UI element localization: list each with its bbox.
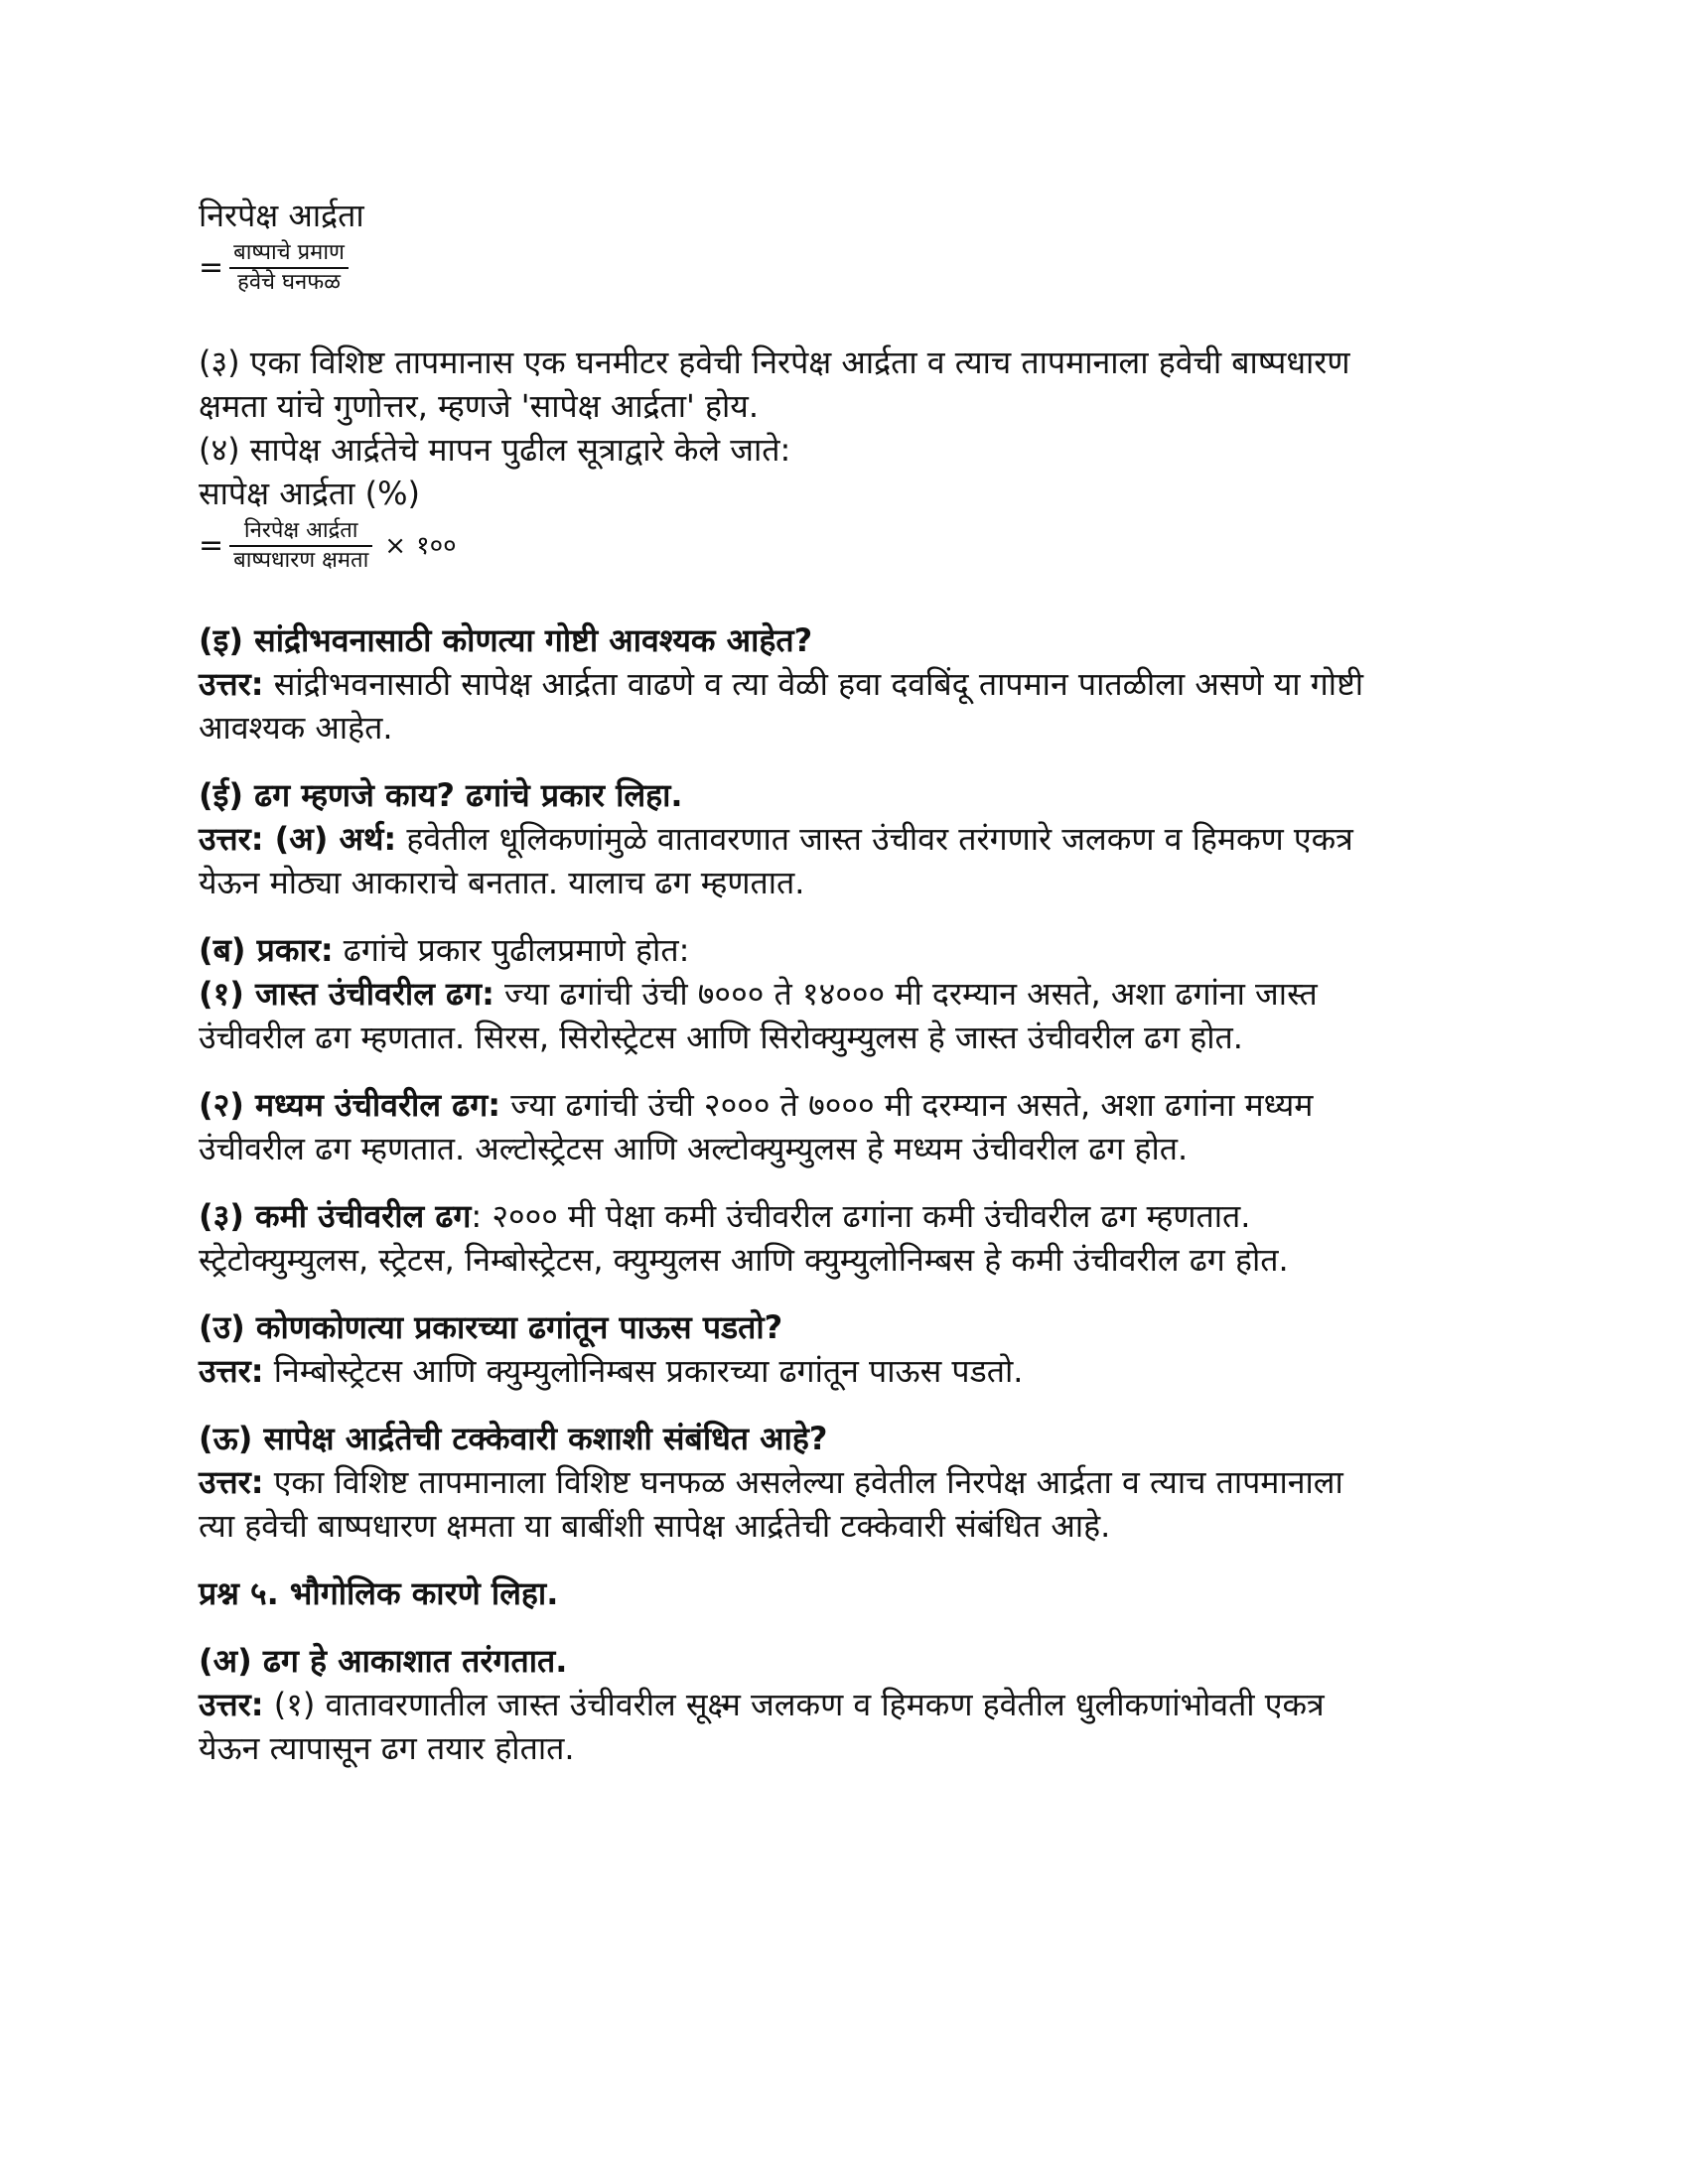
- point3-line2: क्षमता यांचे गुणोत्तर, म्हणजे 'सापेक्ष आर्द्रता' होय.: [199, 387, 760, 425]
- spacer: [199, 1170, 1489, 1194]
- formula1-numerator: बाष्पाचे प्रमाण: [233, 240, 345, 265]
- answer-iv-line1: [199, 1460, 1489, 1504]
- spacer: [199, 1393, 1489, 1417]
- question-iv: (ऊ) सापेक्ष आर्द्रतेची टक्केवारी कशाशी संबंधित आहे?: [199, 1420, 828, 1457]
- type1-line1: [199, 972, 1489, 1016]
- section-heading: प्रश्न ५. भौगोलिक कारणे लिहा.: [199, 1574, 559, 1612]
- type3-line2: स्ट्रेटोक्युम्युलस, स्ट्रेटस, निम्बोस्ट्रेटस, क्युम्युलस आणि क्युम्युलोनिम्बस हे कमी उंचीवरील ढग होत.: [199, 1241, 1289, 1279]
- types-label: (ब) प्रकार:: [199, 931, 334, 969]
- answer-label: उत्तर:: [199, 1463, 264, 1501]
- answer-text: सांद्रीभवनासाठी सापेक्ष आर्द्रता वाढणे व त्या वेळी हवा दवबिंदू तापमान पातळीला असणे या गोष्टी: [263, 665, 1364, 703]
- types-intro-text: ढगांचे प्रकार पुढीलप्रमाणे होत:: [333, 931, 690, 969]
- type3-text: : २००० मी पेक्षा कमी उंचीवरील ढगांना कमी उंचीवरील ढग म्हणतात.: [471, 1197, 1251, 1235]
- type1-label: (१) जास्त उंचीवरील ढग:: [199, 975, 494, 1013]
- answer-iii: [199, 1349, 1489, 1393]
- answer-text: (१) वातावरणातील जास्त उंचीवरील सूक्ष्म जलकण व हिमकण हवेतील धुलीकणांभोवती एकत्र: [263, 1686, 1325, 1723]
- document-page: [199, 194, 1489, 1770]
- formula2: [199, 517, 1489, 575]
- formula2-equals: =: [199, 528, 224, 563]
- formula1-label: निरपेक्ष आर्द्रता: [199, 197, 364, 234]
- formula2-denominator: बाष्पधारण क्षमता: [233, 548, 369, 573]
- answer-label: उत्तर:: [199, 1686, 264, 1723]
- type2-line1: [199, 1083, 1489, 1127]
- spacer: [199, 1615, 1489, 1639]
- type1-text: ज्या ढगांची उंची ७००० ते १४००० मी दरम्यान असते, अशा ढगांना जास्त: [493, 975, 1318, 1013]
- question-iii: (उ) कोणकोणत्या प्रकारच्या ढगांतून पाऊस पडतो?: [199, 1308, 783, 1346]
- answer-5a-line2: येऊन त्यापासून ढग तयार होतात.: [199, 1729, 575, 1767]
- type2-label: (२) मध्यम उंचीवरील ढग:: [199, 1086, 501, 1124]
- formula1-denominator: हवेचे घनफळ: [237, 270, 341, 295]
- spacer: [199, 1059, 1489, 1083]
- spacer: [199, 297, 1489, 341]
- spacer: [199, 1548, 1489, 1571]
- multiply-sign: ×: [384, 531, 407, 561]
- type1-line2: उंचीवरील ढग म्हणतात. सिरस, सिरोस्ट्रेटस आणि सिरोक्युम्युलस हे जास्त उंचीवरील ढग होत.: [199, 1019, 1243, 1056]
- answer-iv-line2: त्या हवेची बाष्पधारण क्षमता या बाबींशी सापेक्ष आर्द्रतेची टक्केवारी संबंधित आहे.: [199, 1507, 1111, 1545]
- formula2-numerator: निरपेक्ष आर्द्रता: [243, 518, 358, 543]
- spacer: [199, 575, 1489, 618]
- spacer: [199, 904, 1489, 928]
- formula2-fraction: [229, 517, 372, 575]
- type2-text: ज्या ढगांची उंची २००० ते ७००० मी दरम्यान असते, अशा ढगांना मध्यम: [500, 1086, 1314, 1124]
- question-i: (इ) सांद्रीभवनासाठी कोणत्या गोष्टी आवश्यक आहेत?: [199, 621, 813, 659]
- point3-line1: (३) एका विशिष्ट तापमानास एक घनमीटर हवेची निरपेक्ष आर्द्रता व त्याच तापमानाला हवेची बाष्पधारण: [199, 343, 1350, 381]
- formula2-multiplier: १००: [416, 531, 457, 561]
- types-intro: [199, 928, 1489, 972]
- formula2-label: सापेक्ष आर्द्रता (%): [199, 475, 420, 512]
- answer-ii-line2: येऊन मोठ्या आकाराचे बनतात. यालाच ढग म्हणतात.: [199, 864, 805, 901]
- spacer: [199, 1282, 1489, 1305]
- answer-i-line2: आवश्यक आहेत.: [199, 709, 393, 747]
- answer-label: उत्तर: (अ) अर्थ:: [199, 820, 397, 858]
- question-5a: (अ) ढग हे आकाशात तरंगतात.: [199, 1642, 568, 1680]
- answer-5a-line1: [199, 1683, 1489, 1726]
- question-ii: (ई) ढग म्हणजे काय? ढगांचे प्रकार लिहा.: [199, 776, 683, 814]
- type3-line1: [199, 1194, 1489, 1238]
- formula1: [199, 239, 1489, 297]
- answer-label: उत्तर:: [199, 1352, 264, 1390]
- type3-label: (३) कमी उंचीवरील ढग: [199, 1197, 472, 1235]
- answer-text: निम्बोस्ट्रेटस आणि क्युम्युलोनिम्बस प्रकारच्या ढगांतून पाऊस पडतो.: [263, 1352, 1024, 1390]
- spacer: [199, 750, 1489, 773]
- answer-ii-line1: [199, 817, 1489, 861]
- answer-text: एका विशिष्ट तापमानाला विशिष्ट घनफळ असलेल्या हवेतील निरपेक्ष आर्द्रता व त्याच तापमानाला: [263, 1463, 1343, 1501]
- type2-line2: उंचीवरील ढग म्हणतात. अल्टोस्ट्रेटस आणि अल्टोक्युम्युलस हे मध्यम उंचीवरील ढग होत.: [199, 1130, 1189, 1167]
- answer-label: उत्तर:: [199, 665, 264, 703]
- formula1-equals: =: [199, 250, 224, 285]
- formula1-fraction: [229, 239, 349, 297]
- answer-text: हवेतील धूलिकणांमुळे वातावरणात जास्त उंचीवर तरंगणारे जलकण व हिमकण एकत्र: [396, 820, 1353, 858]
- answer-i-line1: [199, 662, 1489, 706]
- point4: (४) सापेक्ष आर्द्रतेचे मापन पुढील सूत्राद्वारे केले जाते:: [199, 431, 791, 469]
